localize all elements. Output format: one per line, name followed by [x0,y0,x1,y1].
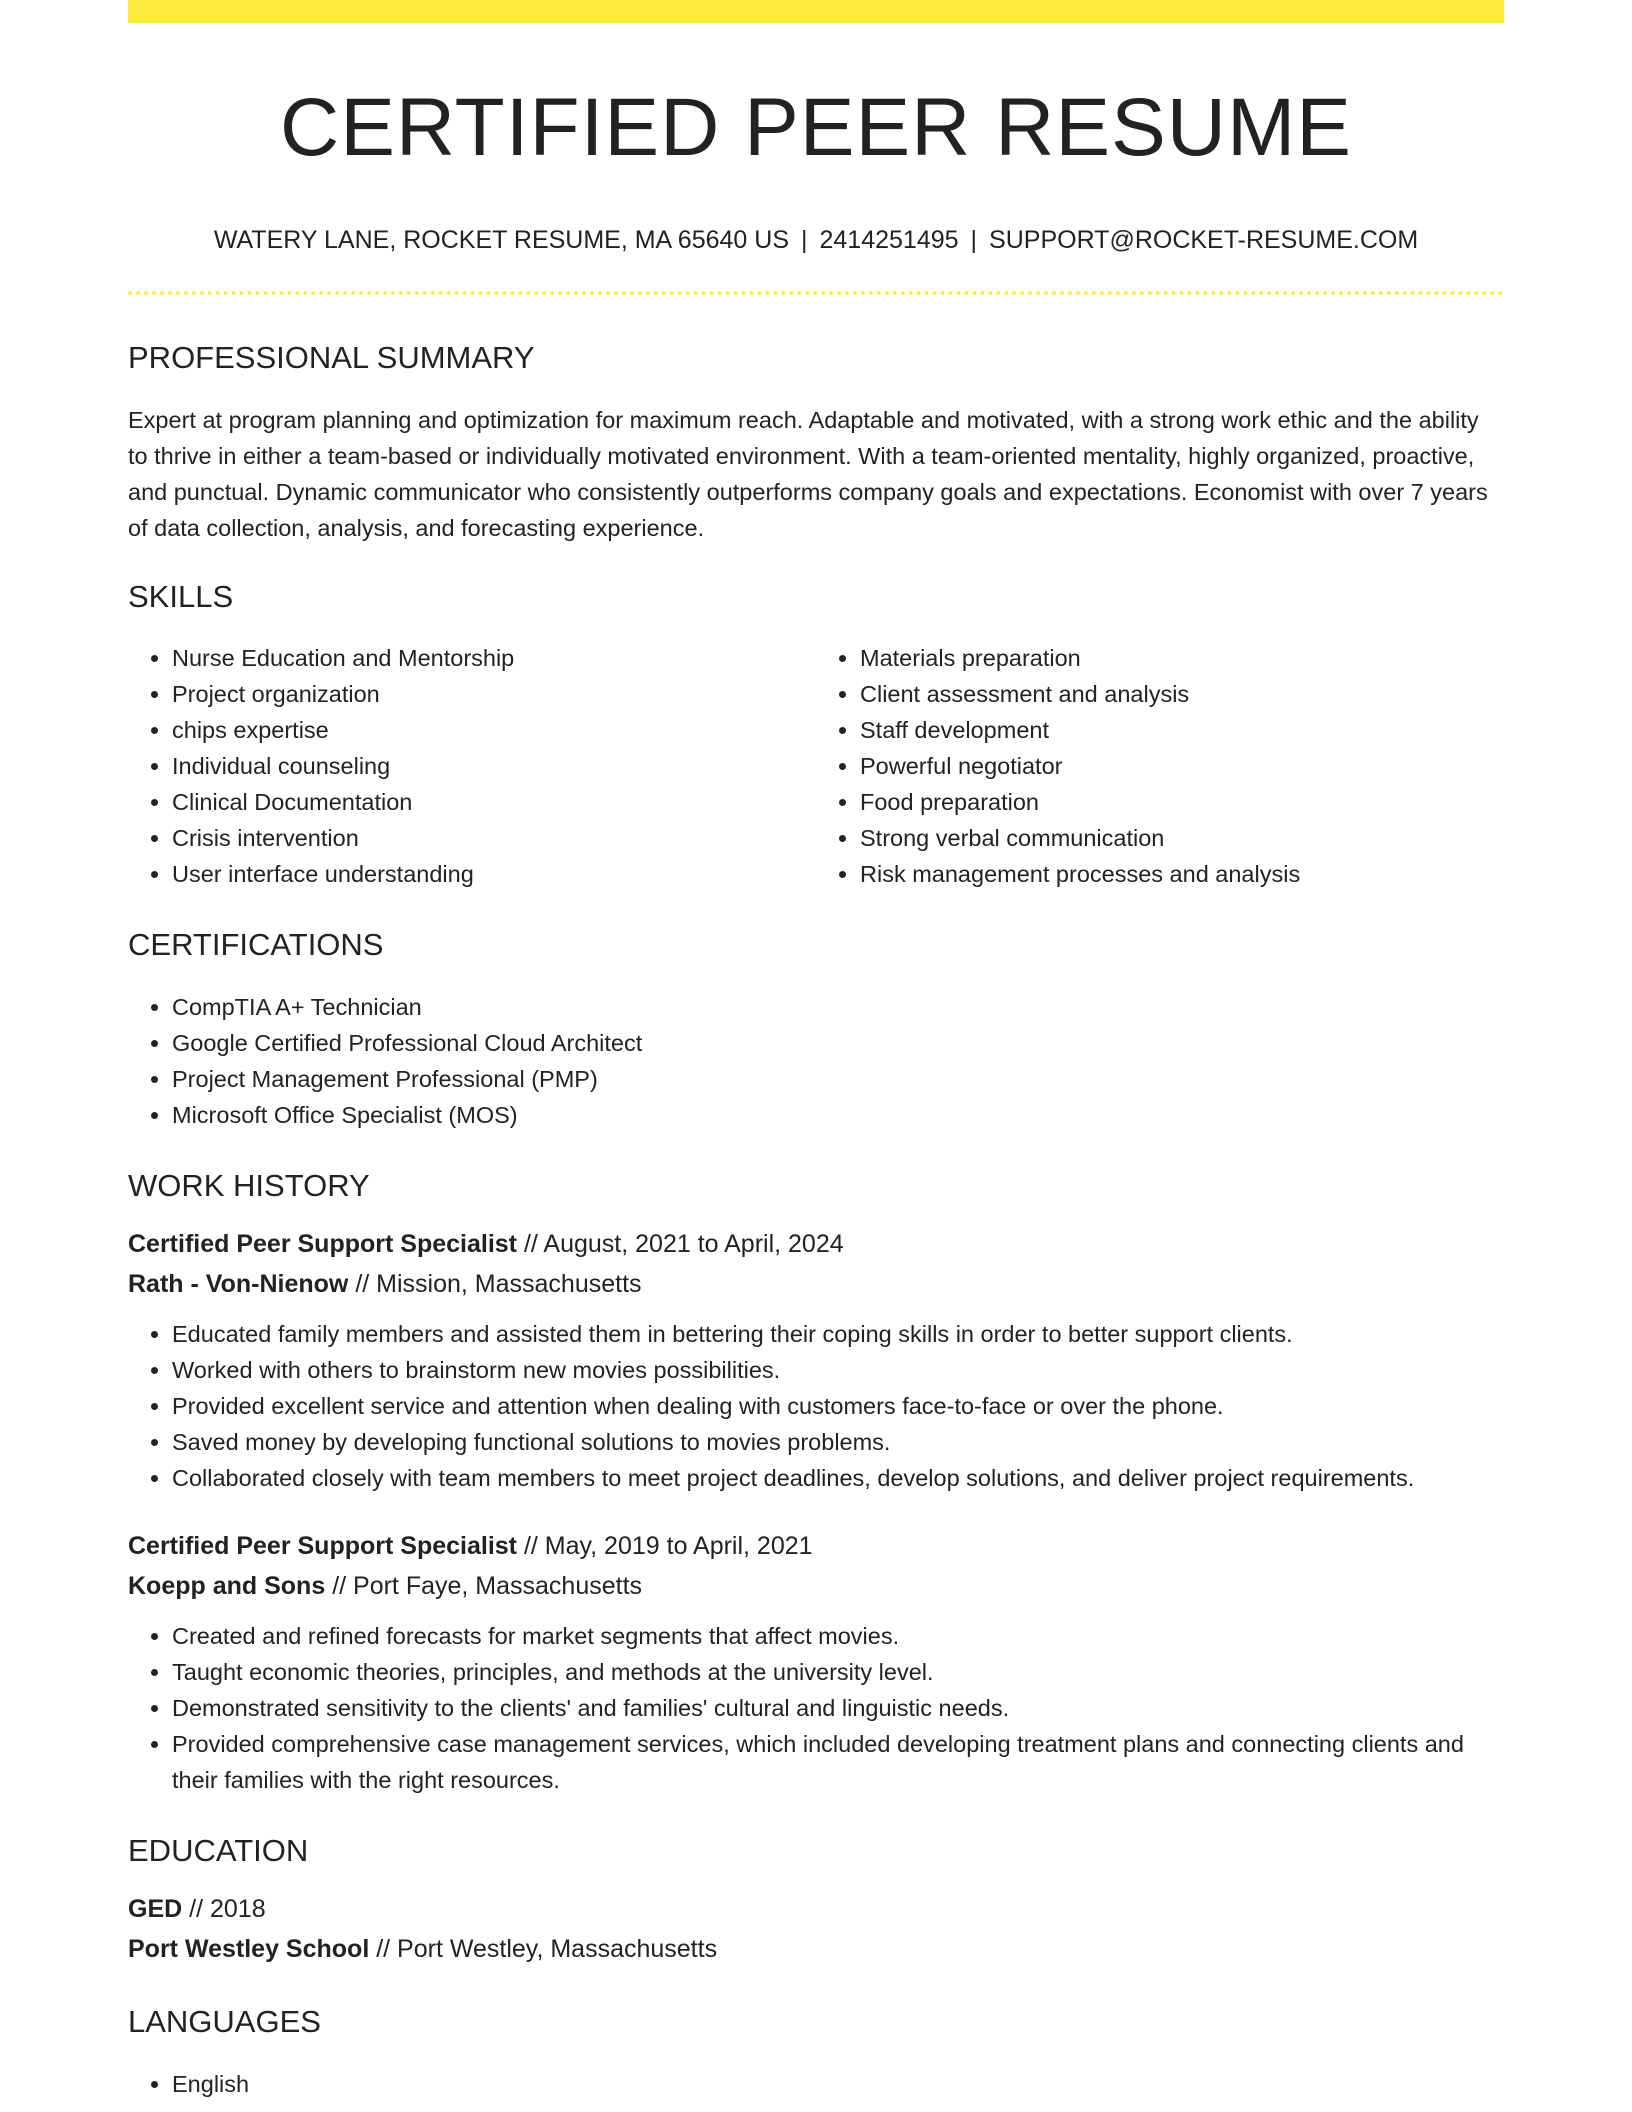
languages-list [128,2066,1504,2102]
work-history-heading: WORK HISTORY [128,1167,370,1203]
skills-grid [128,640,1504,892]
education-entry [128,1889,1504,1969]
education-degree: GED [128,1895,183,1924]
summary-section [128,339,1504,546]
education-degree-line [128,1889,1504,1929]
list-item: • Provided comprehensive case management services, which included developing treatment plans and connecting clients and their families with the right resources. [172,1726,1504,1798]
certifications-heading: CERTIFICATIONS [128,926,384,962]
list-item: • Worked with others to brainstorm new movies possibilities. [172,1352,1504,1388]
contact-email: SUPPORT@ROCKET-RESUME.COM [989,226,1419,255]
job-entry [128,1224,1504,1496]
list-item: • Nurse Education and Mentorship [172,640,816,676]
job-location: // Mission, Massachusetts [355,1269,642,1298]
list-item: • Clinical Documentation [172,784,816,820]
list-item: • Collaborated closely with team members to meet project deadlines, develop solutions, and deliver project requirements. [172,1460,1504,1496]
job-title-line [128,1224,1504,1264]
accent-top-bar [128,0,1504,23]
contact-separator: | [801,226,808,255]
job-location: // Port Faye, Massachusetts [332,1571,643,1600]
certifications-list [128,989,1504,1133]
job-bullets [128,1618,1504,1798]
list-item: • chips expertise [172,712,816,748]
job-company: Rath - Von-Nienow [128,1269,349,1298]
certifications-section [128,926,1504,1133]
list-item: • Demonstrated sensitivity to the clients' and families' cultural and linguistic needs. [172,1690,1504,1726]
job-dates: // August, 2021 to April, 2024 [523,1229,844,1258]
summary-heading: PROFESSIONAL SUMMARY [128,340,535,376]
resume-page [128,0,1504,2102]
languages-heading: LANGUAGES [128,2004,321,2040]
list-item: • Materials preparation [860,640,1504,676]
education-heading: EDUCATION [128,1832,309,1868]
list-item: • Project organization [172,676,816,712]
list-item: • Microsoft Office Specialist (MOS) [172,1097,1504,1133]
skills-left-list [128,640,816,892]
languages-section [128,2003,1504,2102]
skills-section [128,578,1504,891]
job-company-line [128,1566,1504,1606]
list-item: • Food preparation [860,784,1504,820]
list-item: • Crisis intervention [172,820,816,856]
job-title: Certified Peer Support Specialist [128,1531,517,1560]
resume-title: CERTIFIED PEER RESUME [280,82,1352,173]
contact-address: WATERY LANE, ROCKET RESUME, MA 65640 US [213,226,789,255]
contact-phone: 2414251495 [819,226,959,255]
summary-text: Expert at program planning and optimization for maximum reach. Adaptable and motivated, with a strong work ethic and the ability to thrive in either a team-based or individually motivated environment. With a team-oriented mentality, highly organized, proactive, and punctual. Dynamic communicator who consistently outperforms company goals and expectations. Economist with over 7 years of data collection, analysis, and forecasting experience. [128,407,1488,542]
list-item: • User interface understanding [172,856,816,892]
list-item: • English [172,2066,1504,2102]
list-item: • Project Management Professional (PMP) [172,1061,1504,1097]
skills-right-list [816,640,1504,892]
contact-separator: | [970,226,978,255]
list-item: • Educated family members and assisted them in bettering their coping skills in order to better support clients. [172,1316,1504,1352]
list-item: • Risk management processes and analysis [860,856,1504,892]
list-item: • Created and refined forecasts for market segments that affect movies. [172,1618,1504,1654]
education-location: // Port Westley, Massachusetts [376,1935,718,1964]
contact-line [128,225,1504,255]
skills-heading: SKILLS [128,579,234,615]
job-title: Certified Peer Support Specialist [128,1229,517,1258]
dotted-divider [128,291,1504,295]
job-title-line [128,1526,1504,1566]
work-history-section [128,1167,1504,1798]
job-dates: // May, 2019 to April, 2021 [523,1531,813,1560]
list-item: • CompTIA A+ Technician [172,989,1504,1025]
education-school-line [128,1929,1504,1969]
job-entry [128,1526,1504,1798]
list-item: • Individual counseling [172,748,816,784]
list-item: • Powerful negotiator [860,748,1504,784]
job-company-line [128,1264,1504,1304]
list-item: • Client assessment and analysis [860,676,1504,712]
job-company: Koepp and Sons [128,1571,326,1600]
list-item: • Strong verbal communication [860,820,1504,856]
education-year: // 2018 [189,1895,266,1924]
list-item: • Google Certified Professional Cloud Architect [172,1025,1504,1061]
list-item: • Taught economic theories, principles, and methods at the university level. [172,1654,1504,1690]
education-section [128,1832,1504,1969]
job-bullets [128,1316,1504,1496]
list-item: • Provided excellent service and attention when dealing with customers face-to-face or over the phone. [172,1388,1504,1424]
list-item: • Saved money by developing functional solutions to movies problems. [172,1424,1504,1460]
education-school: Port Westley School [128,1935,370,1964]
list-item: • Staff development [860,712,1504,748]
